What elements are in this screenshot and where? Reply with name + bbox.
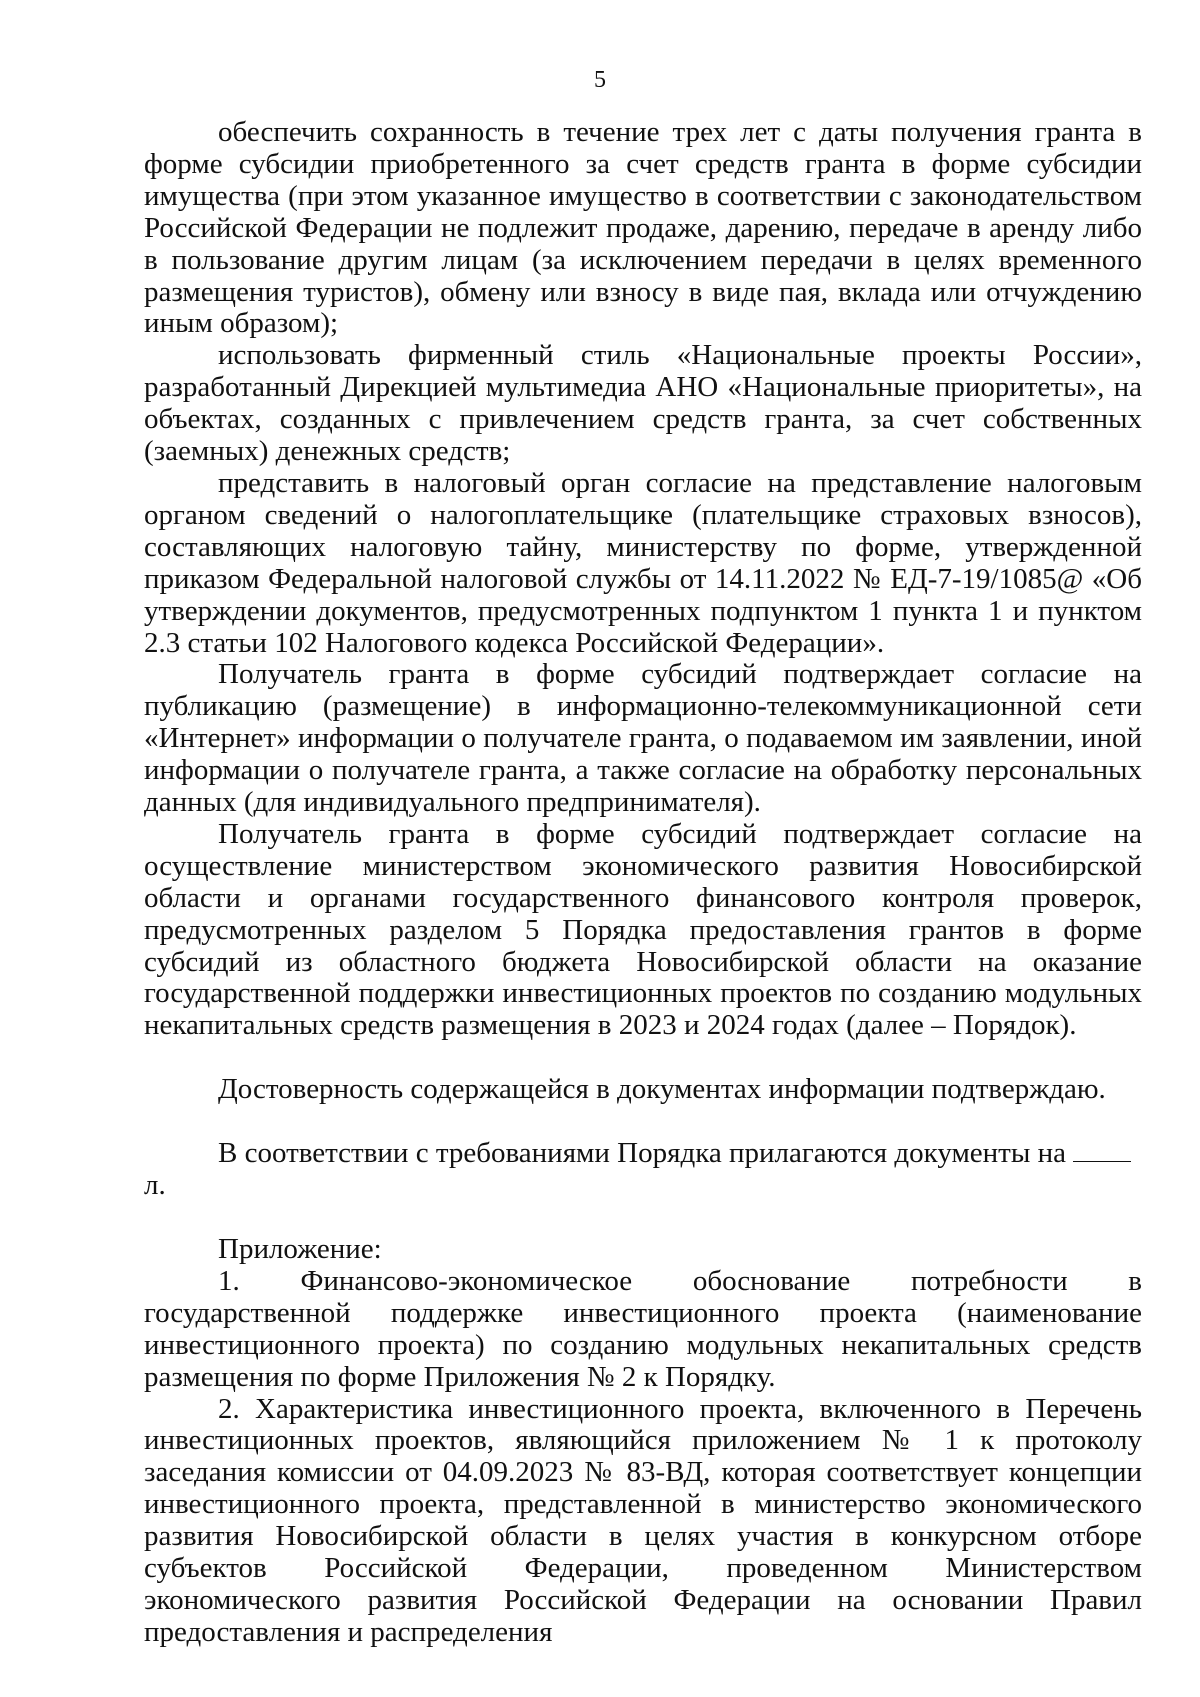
page-number: 5 (594, 67, 606, 93)
appendix-item: 2. Характеристика инвестиционного проекта, включенного в Перечень инвестиционных проектов, являющийся приложением № 1 к протоколу заседания комиссии от 04.09.2023 № 83-ВД, которая соответствует концепции инвестиционного проекта, представленной в министерство экономического развития Новосибирской области в целях участия в конкурсном отборе субъектов Российской Федерации, проведенном Министерством экономического развития Российской Федерации на основании Правил предоставления и распределения (144, 1392, 1142, 1648)
paragraph-brand-style: использовать фирменный стиль «Национальные проекты России», разработанный Дирекцией мультимедиа АНО «Национальные приоритеты», на объектах, созданных с привлечением средств гранта, за счет собственных (заемных) денежных средств; (144, 339, 1142, 468)
page-count-blank (1073, 1139, 1131, 1162)
confirmation-statement: Достоверность содержащейся в документах информации подтверждаю. (218, 1073, 1106, 1106)
attachments-line-suffix: л. (144, 1169, 166, 1202)
paragraph-preserve-property: обеспечить сохранность в течение трех лет с даты получения гранта в форме субсидии приобретенного за счет средств гранта в форме субсидии имущества (при этом указанное имущество в соответствии с законодательством Российской Федерации не подлежит продаже, дарению, передаче в аренду либо в пользование другим лицам (за исключением передачи в целях временного размещения туристов), обмену или взносу в виде пая, вклада или отчуждению иным образом); (144, 116, 1142, 340)
appendix-heading: Приложение: (218, 1233, 382, 1265)
appendix-item: 1. Финансово-экономическое обоснование потребности в государственной поддержке инвестиционного проекта (наименование инвестиционного проекта) по созданию модульных некапитальных средств размещения по форме Приложения № 2 к Порядку. (144, 1264, 1142, 1393)
attachments-line-text: В соответствии с требованиями Порядка прилагаются документы на (218, 1137, 1074, 1170)
paragraph-tax-consent: представить в налоговый орган согласие на представление налоговым органом сведений о налогоплательщике (плательщике страховых взносов), составляющих налоговую тайну, министерству по форме, утвержденной приказом Федеральной налоговой службы от 14.11.2022 № ЕД-7-19/1085@ «Об утверждении документов, предусмотренных подпунктом 1 пункта 1 и пунктом 2.3 статьи 102 Налогового кодекса Российской Федерации». (144, 466, 1142, 659)
paragraph-inspection-consent: Получатель гранта в форме субсидий подтверждает согласие на осуществление министерством экономического развития Новосибирской области и органами государственного финансового контроля проверок, предусмотренных разделом 5 Порядка предоставления грантов в форме субсидий из областного бюджета Новосибирской области на оказание государственной поддержки инвестиционных проектов по созданию модульных некапитальных средств размещения в 2023 и 2024 годах (далее – Порядок). (144, 817, 1142, 1042)
document-body (144, 117, 1142, 1649)
paragraph-publication-consent: Получатель гранта в форме субсидий подтверждает согласие на публикацию (размещение) в информационно-телекоммуникационной сети «Интернет» информации о получателе гранта, о подаваемом им заявлении, иной информации о получателе гранта, а также согласие на обработку персональных данных (для индивидуального предпринимателя). (144, 658, 1142, 819)
attachments-line (144, 1138, 1142, 1202)
